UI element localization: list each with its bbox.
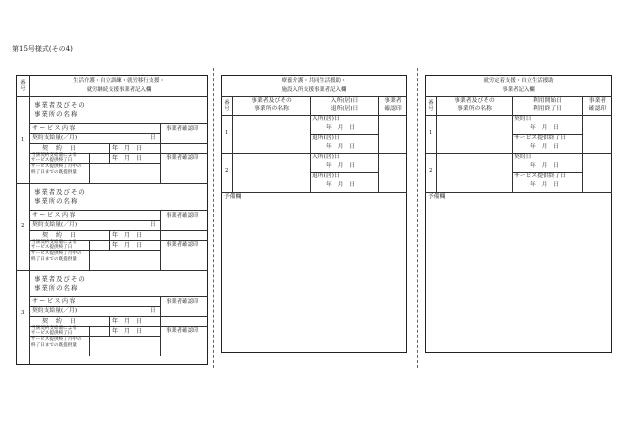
service-label: サービス内容 (32, 212, 78, 219)
day-unit: 日 (150, 308, 156, 314)
col-confirm: 事業者 (588, 98, 607, 104)
panel-3-number-header: 番号 (428, 100, 434, 112)
col-dates: 利用開始日 (533, 98, 562, 104)
col-inout: 入所(居)日 (330, 98, 359, 104)
panel-3-heading-line2: 事業者記入欄 (502, 87, 535, 93)
remaining-label: サービス提供終了日 (31, 245, 73, 250)
business-label: 事業所の名称 (34, 284, 79, 292)
confirm-label: 事業者確認印 (166, 299, 199, 305)
col-business: 事業所の名称 (457, 106, 492, 112)
panel-1-heading-line2: 就労継続支援事業者記入欄 (86, 87, 152, 93)
date-field: 年 月 日 (112, 242, 143, 249)
panel-2-heading-line2: 施設入所支援事業者記入欄 (281, 87, 347, 93)
row-number: 2 (225, 168, 229, 174)
confirm-label-2: 事業者確認印 (166, 155, 199, 161)
out-label: 退所(居)日 (312, 135, 340, 141)
business-label: 事業者及びその (34, 188, 86, 196)
end-label: サービス提供終了日 (514, 173, 567, 179)
day-unit: 日 (150, 135, 156, 141)
end-label: サービス提供終了日 (514, 135, 567, 141)
business-label: 事業者及びその (34, 101, 86, 109)
in-label: 入所(居)日 (312, 116, 340, 122)
remaining-label: サービス提供終了日 (31, 331, 73, 336)
date-field: 年 月 日 (326, 182, 355, 188)
col-inout: 退所(居)日 (330, 106, 359, 112)
date-field: 年 月 日 (530, 182, 559, 188)
date-field: 年 月 日 (112, 232, 143, 239)
contract-date-label: 契 約 日 (42, 145, 79, 152)
fold-line-right (417, 68, 418, 368)
date-field: 年 月 日 (112, 318, 143, 325)
contract-label: 契約日 (514, 154, 532, 160)
col-business: 事業所の名称 (254, 106, 289, 112)
remaining-label: サービス提供終了日 (31, 158, 73, 163)
out-label: 退所(居)日 (312, 173, 340, 179)
panel-2-number-header: 番号 (224, 100, 230, 112)
date-field: 年 月 日 (112, 328, 143, 335)
business-label: 事業所の名称 (34, 110, 79, 118)
confirm-label-2: 事業者確認印 (166, 242, 199, 248)
service-label: サービス内容 (32, 298, 78, 305)
remaining-label: 当該契約支給量による (31, 326, 77, 331)
row-number: 2 (429, 168, 433, 174)
remaining-label: 当該契約支給量による (31, 153, 77, 158)
date-field: 年 月 日 (530, 163, 559, 169)
section-number: 2 (21, 223, 25, 229)
in-label: 入所(居)日 (312, 154, 340, 160)
remaining-label: 当該契約支給量による (31, 240, 77, 245)
remaining-amount-label: 終了日までの既提供量 (31, 170, 77, 175)
col-business: 事業者及びその (454, 98, 495, 104)
reserve-label: 予備欄 (428, 194, 446, 200)
date-field: 年 月 日 (326, 163, 355, 169)
form-title: 第15号様式(その4) (12, 45, 73, 53)
date-field: 年 月 日 (112, 155, 143, 162)
row-number: 1 (429, 130, 433, 136)
section-number: 1 (21, 137, 25, 143)
row-number: 1 (225, 130, 229, 136)
panel-1-number-header: 番号 (20, 80, 26, 92)
confirm-label: 事業者確認印 (166, 213, 199, 219)
contract-amount-label: 契約支給量(／月) (32, 135, 78, 141)
section-number: 3 (21, 310, 25, 316)
col-dates: 利用終了日 (533, 106, 562, 112)
panel-1-heading-line1: 生活介護・自立訓練・就労移行支援・ (73, 78, 165, 84)
col-confirm: 事業者 (384, 98, 402, 104)
contract-date-label: 契 約 日 (42, 232, 79, 239)
col-confirm: 確認印 (588, 106, 607, 112)
business-label: 事業所の名称 (34, 197, 79, 205)
remaining-amount-label: 終了日までの既提供量 (31, 257, 77, 262)
day-unit: 日 (150, 222, 156, 228)
business-label: 事業者及びその (34, 275, 86, 283)
remaining-amount-label: サービス提供終了月中の (31, 337, 82, 342)
service-label: サービス内容 (32, 125, 78, 132)
col-confirm: 確認印 (384, 106, 402, 112)
contract-date-label: 契 約 日 (42, 318, 79, 325)
date-field: 年 月 日 (530, 144, 559, 150)
contract-amount-label: 契約支給量(／月) (32, 308, 78, 314)
remaining-amount-label: サービス提供終了月中の (31, 164, 82, 169)
date-field: 年 月 日 (326, 144, 355, 150)
date-field: 年 月 日 (326, 125, 355, 131)
panel-3-heading-line1: 就労定着支援・自立生活援助 (483, 78, 554, 84)
col-business: 事業者及びその (251, 98, 292, 104)
reserve-label: 予備欄 (224, 194, 242, 200)
date-field: 年 月 日 (530, 125, 559, 131)
contract-amount-label: 契約支給量(／月) (32, 222, 78, 228)
confirm-label-2: 事業者確認印 (166, 328, 199, 334)
remaining-amount-label: サービス提供終了月中の (31, 251, 82, 256)
fold-line-left (213, 68, 214, 368)
confirm-label: 事業者確認印 (166, 126, 199, 132)
panel-2-heading-line1: 療養介護・共同生活援助・ (281, 78, 347, 84)
remaining-amount-label: 終了日までの既提供量 (31, 343, 77, 348)
contract-label: 契約日 (514, 116, 532, 122)
date-field: 年 月 日 (112, 145, 143, 152)
